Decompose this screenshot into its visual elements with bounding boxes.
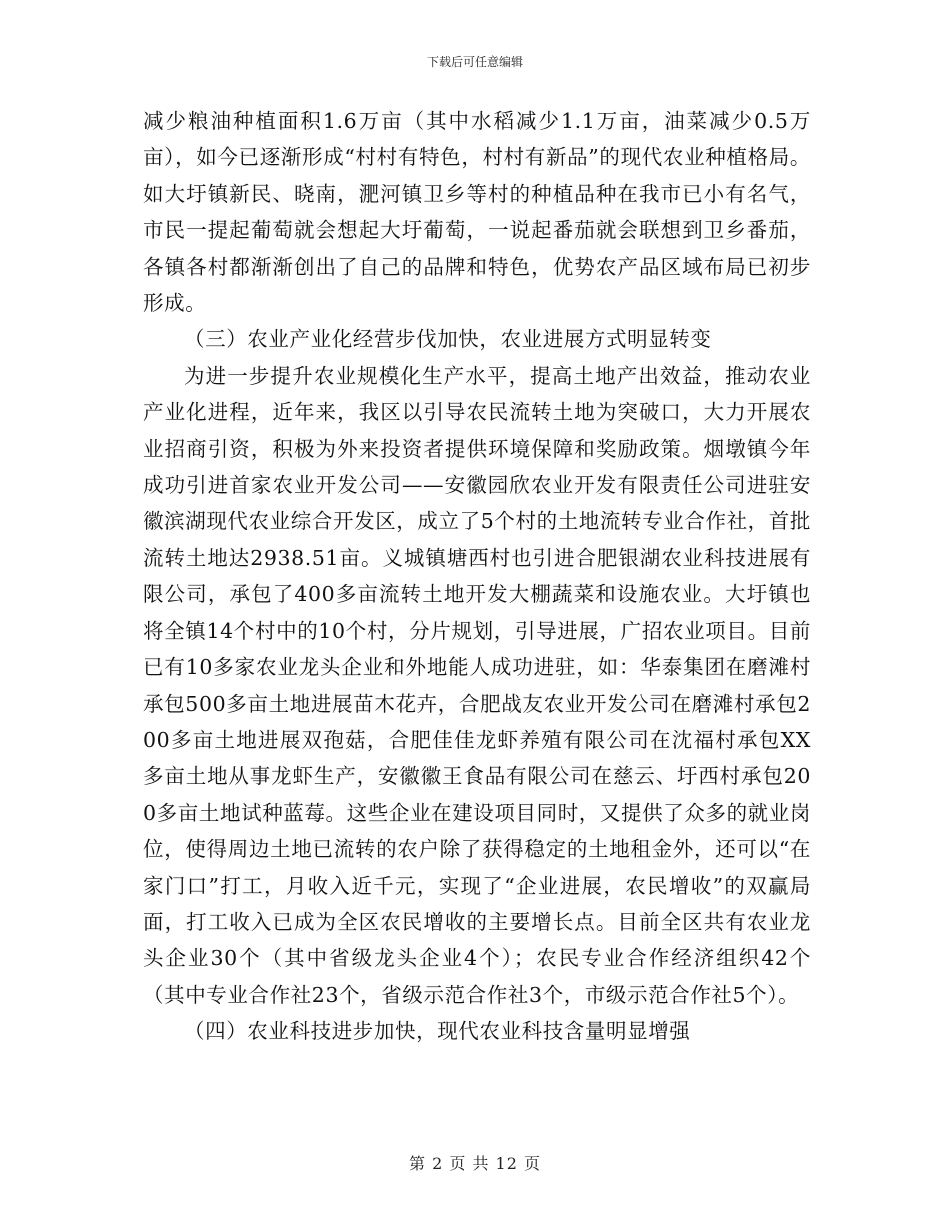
paragraph-continuation: 减少粮油种植面积1.6万亩（其中水稻减少1.1万亩，油菜减少0.5万亩），如今已逐渐形成“村村有特色，村村有新品”的现代农业种植格局。如大圩镇新民、晓南，淝河镇卫乡等村的种植品种在我市已小有名气，市民一提起葡萄就会想起大圩葡萄，一说起番茄就会联想到卫乡番茄，各镇各村都渐渐创出了自己的品牌和特色，优势农产品区域布局已初步形成。 bbox=[143, 109, 811, 316]
page-header-note: 下载后可任意编辑 bbox=[426, 55, 523, 69]
paragraph-section-3: 为进一步提升农业规模化生产水平，提高土地产出效益，推动农业产业化进程，近年来，我区以引导农民流转土地为突破口，大力开展农业招商引资，积极为外来投资者提供环境保障和奖励政策。烟墩镇今年成功引进首家农业开发公司——安徽园欣农业开发有限责任公司进驻安徽滨湖现代农业综合开发区，成立了5个村的土地流转专业合作社，首批流转土地达2938.51亩。义城镇塘西村也引进合肥银湖农业科技进展有限公司，承包了400多亩流转土地开发大棚蔬菜和设施农业。大圩镇也将全镇14个村中的10个村，分片规划，引导进展，广招农业项目。目前已有10多家农业龙头企业和外地能人成功进驻，如：华泰集团在磨滩村承包500多亩土地进展苗木花卉，合肥战友农业开发公司在磨滩村承包200多亩土地进展双孢菇，合肥佳佳龙虾养殖有限公司在沈福村承包XX多亩土地从事龙虾生产，安徽徽王食品有限公司在慈云、圩西村承包200多亩土地试种蓝莓。这些企业在建设项目同时，又提供了众多的就业岗位，使得周边土地已流转的农户除了获得稳定的土地租金外，还可以“在家门口”打工，月收入近千元，实现了“企业进展，农民增收”的双赢局面，打工收入已成为全区农民增收的主要增长点。目前全区共有农业龙头企业30个（其中省级龙头企业4个）；农民专业合作经济组织42个（其中专业合作社23个，省级示范合作社3个，市级示范合作社5个）。 bbox=[143, 363, 811, 1007]
page-number-footer: 第 2 页 共 12 页 bbox=[409, 1154, 541, 1173]
section-heading-3: （三）农业产业化经营步伐加快，农业进展方式明显转变 bbox=[184, 327, 712, 352]
section-heading-4: （四）农业科技进步加快，现代农业科技含量明显增强 bbox=[184, 1019, 691, 1044]
document-body bbox=[143, 103, 811, 1050]
